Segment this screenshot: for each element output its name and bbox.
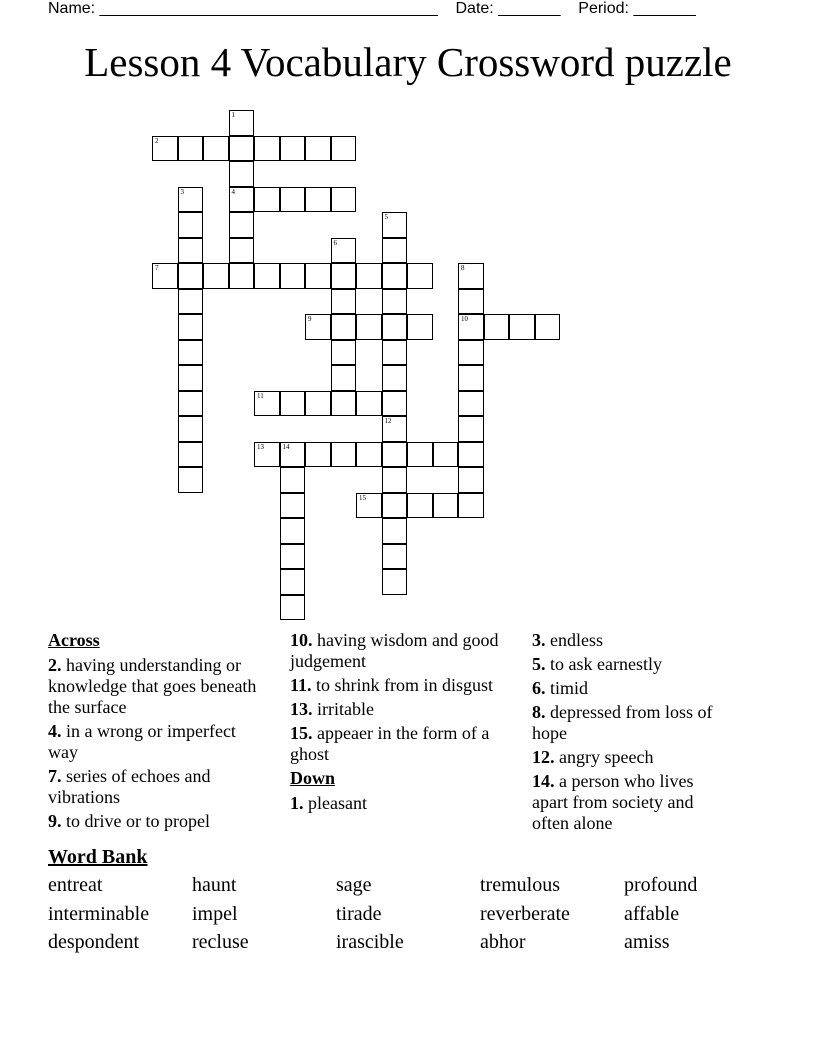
grid-cell[interactable] xyxy=(178,289,204,315)
grid-cell[interactable] xyxy=(280,493,306,519)
clue-down-6 xyxy=(532,678,732,699)
grid-cell[interactable] xyxy=(203,136,229,162)
down-heading: Down xyxy=(290,768,336,788)
grid-cell[interactable] xyxy=(229,238,255,264)
word-bank-item: interminable xyxy=(48,902,150,925)
grid-cell[interactable] xyxy=(280,518,306,544)
grid-cell[interactable] xyxy=(382,416,408,442)
clue-number-label: 12 xyxy=(384,417,392,425)
grid-cell[interactable] xyxy=(229,161,255,187)
grid-cell[interactable] xyxy=(178,442,204,468)
grid-cell[interactable] xyxy=(382,569,408,595)
grid-cell[interactable] xyxy=(152,263,178,289)
clue-number: 8. xyxy=(532,702,546,722)
grid-cell[interactable] xyxy=(305,442,331,468)
grid-cell[interactable] xyxy=(382,212,408,238)
clue-number: 1. xyxy=(290,793,304,813)
grid-cell[interactable] xyxy=(305,136,331,162)
grid-cell[interactable] xyxy=(229,187,255,213)
clue-down-14 xyxy=(532,771,732,834)
period-label: Period: xyxy=(578,0,629,17)
grid-cell[interactable] xyxy=(382,289,408,315)
grid-cell[interactable] xyxy=(178,391,204,417)
word-bank-item: tremulous xyxy=(480,874,560,896)
clue-text: to ask earnestly xyxy=(550,654,662,674)
grid-cell[interactable] xyxy=(407,493,433,519)
grid-cell[interactable] xyxy=(458,289,484,315)
clue-down-12 xyxy=(532,747,732,768)
grid-cell[interactable] xyxy=(382,365,408,391)
clue-number: 4. xyxy=(48,721,62,741)
grid-cell[interactable] xyxy=(254,391,280,417)
grid-cell[interactable] xyxy=(178,187,204,213)
grid-cell[interactable] xyxy=(331,136,357,162)
grid-cell[interactable] xyxy=(382,442,408,468)
grid-cell[interactable] xyxy=(382,340,408,366)
grid-cell[interactable] xyxy=(254,187,280,213)
grid-cell[interactable] xyxy=(305,391,331,417)
grid-cell[interactable] xyxy=(254,442,280,468)
clue-number: 6. xyxy=(532,678,546,698)
clue-text: appeaer in the form of a ghost xyxy=(290,723,490,764)
grid-cell[interactable] xyxy=(382,493,408,519)
word-bank-item: reverberate xyxy=(480,902,570,925)
name-label: Name: xyxy=(48,0,96,17)
grid-cell[interactable] xyxy=(305,263,331,289)
clue-across-7 xyxy=(48,766,270,808)
grid-cell[interactable] xyxy=(458,263,484,289)
grid-cell[interactable] xyxy=(178,314,204,340)
clue-number-label: 6 xyxy=(333,238,337,247)
grid-cell[interactable] xyxy=(356,391,382,417)
grid-cell[interactable] xyxy=(458,340,484,366)
clue-number-label: 2 xyxy=(155,136,159,145)
clue-number: 14. xyxy=(532,771,555,791)
grid-cell[interactable] xyxy=(229,212,255,238)
clue-down-5 xyxy=(532,654,732,675)
grid-cell[interactable] xyxy=(178,467,204,493)
grid-cell[interactable] xyxy=(331,289,357,315)
page-title: Lesson 4 Vocabulary Crossword puzzle xyxy=(84,39,732,85)
clue-across-10 xyxy=(290,630,500,672)
name-blank[interactable]: ______________________________________ xyxy=(99,0,438,17)
grid-cell[interactable] xyxy=(280,391,306,417)
word-bank-item: affable xyxy=(624,902,680,925)
grid-cell[interactable] xyxy=(331,314,357,340)
clue-across-11 xyxy=(290,675,500,696)
word-bank-item: irascible xyxy=(336,931,404,953)
date-blank[interactable]: _______ xyxy=(498,0,561,17)
clue-text: angry speech xyxy=(559,747,654,767)
clue-text: to shrink from in disgust xyxy=(316,675,494,695)
grid-cell[interactable] xyxy=(254,136,280,162)
clue-number: 10. xyxy=(290,630,313,650)
grid-cell[interactable] xyxy=(458,467,484,493)
grid-cell[interactable] xyxy=(280,442,306,468)
grid-cell[interactable] xyxy=(356,314,382,340)
grid-cell[interactable] xyxy=(331,365,357,391)
clue-across-2 xyxy=(48,655,270,718)
word-bank-item: amiss xyxy=(624,931,670,953)
grid-cell[interactable] xyxy=(382,263,408,289)
grid-cell[interactable] xyxy=(280,263,306,289)
word-bank-item: tirade xyxy=(336,902,382,925)
grid-cell[interactable] xyxy=(178,340,204,366)
grid-cell[interactable] xyxy=(280,544,306,570)
clue-number-label: 5 xyxy=(384,213,388,221)
clue-text: to drive or to propel xyxy=(66,811,210,831)
clue-text: irritable xyxy=(317,699,374,719)
clue-number-label: 13 xyxy=(257,442,264,451)
grid-cell[interactable] xyxy=(254,263,280,289)
clue-across-9 xyxy=(48,811,270,832)
word-bank-title: Word Bank xyxy=(48,846,148,868)
clue-down-8 xyxy=(532,702,732,744)
grid-cell[interactable] xyxy=(407,442,433,468)
grid-cell[interactable] xyxy=(229,110,255,136)
clue-number: 9. xyxy=(48,811,62,831)
clue-text: having understanding or knowledge that goes beneath the surface xyxy=(48,655,257,717)
clue-number: 5. xyxy=(532,654,546,674)
date-label: Date: xyxy=(455,0,494,17)
grid-cell[interactable] xyxy=(331,263,357,289)
grid-cell[interactable] xyxy=(356,493,382,519)
grid-cell[interactable] xyxy=(331,238,357,264)
word-bank-item: despondent xyxy=(48,931,140,953)
clue-column-3 xyxy=(532,630,732,837)
clue-number-label: 8 xyxy=(461,264,465,272)
grid-cell[interactable] xyxy=(382,314,408,340)
grid-cell[interactable] xyxy=(152,136,178,162)
word-bank-item: sage xyxy=(336,874,372,896)
grid-cell[interactable] xyxy=(433,442,459,468)
clue-number: 2. xyxy=(48,655,62,675)
grid-cell[interactable] xyxy=(178,416,204,442)
clue-number: 11. xyxy=(290,675,312,695)
grid-cell[interactable] xyxy=(331,340,357,366)
grid-cell[interactable] xyxy=(229,136,255,162)
clue-text: a person who lives apart from society and often alone xyxy=(532,771,694,833)
grid-cell[interactable] xyxy=(382,238,408,264)
clue-text: timid xyxy=(550,678,589,698)
clue-text: series of echoes and vibrations xyxy=(48,766,211,807)
grid-cell[interactable] xyxy=(382,391,408,417)
grid-cell[interactable] xyxy=(203,263,229,289)
grid-cell[interactable] xyxy=(331,442,357,468)
grid-cell[interactable] xyxy=(484,314,510,340)
clue-text: endless xyxy=(550,630,603,650)
grid-cell[interactable] xyxy=(458,442,484,468)
grid-cell[interactable] xyxy=(305,314,331,340)
clue-number-label: 9 xyxy=(308,315,312,323)
clue-number-label: 11 xyxy=(257,391,264,400)
grid-cell[interactable] xyxy=(280,467,306,493)
grid-cell[interactable] xyxy=(382,467,408,493)
clue-down-1 xyxy=(290,793,500,814)
word-bank xyxy=(48,874,768,960)
grid-cell[interactable] xyxy=(280,595,306,621)
grid-cell[interactable] xyxy=(178,238,204,264)
grid-cell[interactable] xyxy=(535,314,561,340)
period-blank[interactable]: _______ xyxy=(633,0,696,17)
grid-cell[interactable] xyxy=(178,365,204,391)
grid-cell[interactable] xyxy=(458,314,484,340)
clue-number-label: 14 xyxy=(282,442,290,451)
clue-across-15 xyxy=(290,723,500,765)
grid-cell[interactable] xyxy=(382,518,408,544)
clue-down-3 xyxy=(532,630,732,651)
grid-cell[interactable] xyxy=(280,136,306,162)
word-bank-item: impel xyxy=(192,902,238,925)
grid-cell[interactable] xyxy=(178,212,204,238)
grid-cell[interactable] xyxy=(229,263,255,289)
grid-cell[interactable] xyxy=(458,365,484,391)
grid-cell[interactable] xyxy=(407,263,433,289)
across-heading: Across xyxy=(48,630,100,650)
clue-number-label: 15 xyxy=(359,493,366,502)
clue-text: in a wrong or imperfect way xyxy=(48,721,236,762)
clue-number: 3. xyxy=(532,630,546,650)
word-bank-item: recluse xyxy=(192,931,249,953)
grid-cell[interactable] xyxy=(356,263,382,289)
grid-cell[interactable] xyxy=(331,187,357,213)
grid-cell[interactable] xyxy=(331,391,357,417)
clue-number: 13. xyxy=(290,699,313,719)
clue-number: 12. xyxy=(532,747,555,767)
grid-cell[interactable] xyxy=(178,263,204,289)
grid-cell[interactable] xyxy=(458,493,484,519)
clue-text: depressed from loss of hope xyxy=(532,702,713,743)
grid-cell[interactable] xyxy=(382,544,408,570)
grid-cell[interactable] xyxy=(178,136,204,162)
grid-cell[interactable] xyxy=(433,493,459,519)
word-bank-item: profound xyxy=(624,874,698,896)
grid-cell[interactable] xyxy=(407,314,433,340)
clue-across-13 xyxy=(290,699,500,720)
clue-text: pleasant xyxy=(308,793,367,813)
grid-cell[interactable] xyxy=(280,187,306,213)
clue-number-label: 1 xyxy=(231,111,235,119)
clue-number-label: 10 xyxy=(461,315,468,323)
word-bank-item: entreat xyxy=(48,874,103,896)
clue-number-label: 7 xyxy=(155,264,159,272)
grid-cell[interactable] xyxy=(509,314,535,340)
clue-across-4 xyxy=(48,721,270,763)
grid-cell[interactable] xyxy=(305,187,331,213)
clue-number: 7. xyxy=(48,766,62,786)
clue-number: 15. xyxy=(290,723,313,743)
clue-column-2 xyxy=(290,630,500,817)
clue-number-label: 3 xyxy=(180,187,184,196)
word-bank-item: haunt xyxy=(192,874,237,896)
word-bank-item: abhor xyxy=(480,931,526,953)
grid-cell[interactable] xyxy=(458,391,484,417)
grid-cell[interactable] xyxy=(280,569,306,595)
clue-text: having wisdom and good judgement xyxy=(290,630,499,671)
clue-number-label: 4 xyxy=(231,187,235,196)
clue-column-1 xyxy=(48,630,270,835)
grid-cell[interactable] xyxy=(458,416,484,442)
grid-cell[interactable] xyxy=(356,442,382,468)
